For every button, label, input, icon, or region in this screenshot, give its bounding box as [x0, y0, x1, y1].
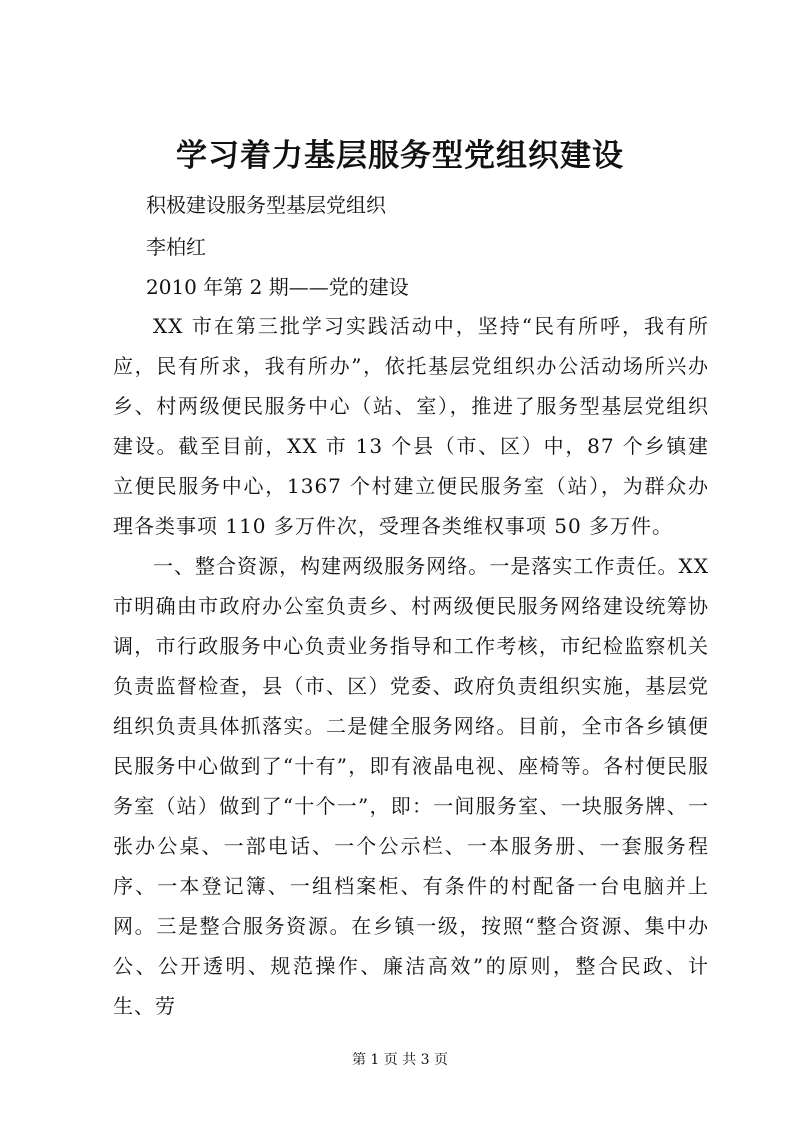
document-body	[113, 306, 709, 1026]
author: 李柏红	[146, 235, 206, 259]
page-title: 学习着力基层服务型党组织建设	[176, 138, 624, 174]
page-footer: 第 1 页 共 3 页	[351, 1052, 449, 1068]
source-line: 2010 年第 2 期——党的建设	[146, 275, 409, 299]
subtitle: 积极建设服务型基层党组织	[146, 193, 386, 217]
paragraph-section-1: 一、整合资源，构建两级服务网络。一是落实工作责任。XX 市明确由市政府办公室负责乡、村两级便民服务网络建设统筹协调，市行政服务中心负责业务指导和工作考核，市纪检监察机关负责监督检查，县（市、区）党委、政府负责组织实施，基层党组织负责具体抓落实。二是健全服务网络。目前，全市各乡镇便民服务中心做到了“十有”，即有液晶电视、座椅等。各村便民服务室（站）做到了“十个一”，即：一间服务室、一块服务牌、一张办公桌、一部电话、一个公示栏、一本服务册、一套服务程序、一本登记簿、一组档案柜、有条件的村配备一台电脑并上网。三是整合服务资源。在乡镇一级，按照“整合资源、集中办公、公开透明、规范操作、廉洁高效”的原则，整合民政、计生、劳	[113, 554, 709, 1018]
paragraph-intro: XX 市在第三批学习实践活动中，坚持“民有所呼，我有所应，民有所求，我有所办”，依托基层党组织办公活动场所兴办乡、村两级便民服务中心（站、室），推进了服务型基层党组织建设。截至目前，XX 市 13 个县（市、区）中，87 个乡镇建立便民服务中心，1367 个村建立便民服务室（站），为群众办理各类事项 110 多万件次，受理各类维权事项 50 多万件。	[113, 314, 709, 538]
